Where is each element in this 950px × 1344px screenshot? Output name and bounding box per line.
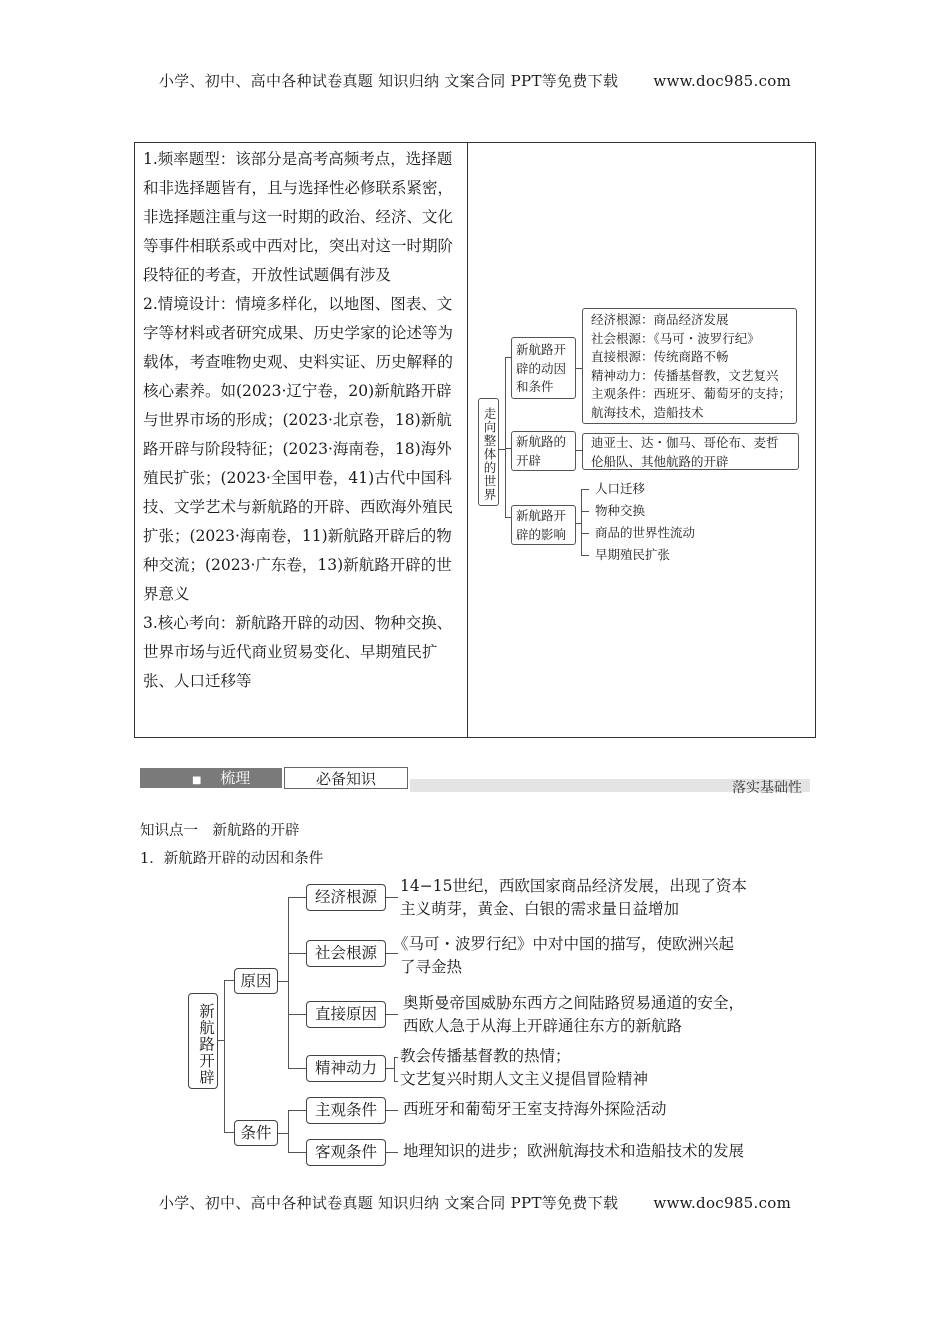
frequency-paragraph: 1.频率题型：该部分是高考高频考点，选择题和非选择题皆有，且与选择性必修联系紧密，非选择题注重与这一时期的政治、经济、文化等事件相联系或中西对比，突出对这一时期阶段特征的考查，开放性试题偶有涉及 <box>143 150 454 284</box>
social-root-node: 社会根源 <box>306 940 386 967</box>
economic-root-text <box>400 875 747 921</box>
direct-cause-text <box>403 992 744 1038</box>
section-band <box>140 766 810 796</box>
text-line: 14−15世纪，西欧国家商品经济发展，出现了资本 <box>400 877 747 895</box>
mini-opening-list <box>582 433 799 470</box>
text-line: 西欧人急于从海上开辟通往东方的新航路 <box>403 1017 683 1035</box>
footer-text: 小学、初中、高中各种试卷真题 知识归纳 文案合同 PPT等免费下载 <box>158 1194 619 1212</box>
text-line: 奥斯曼帝国威胁东西方之间陆路贸易通道的安全， <box>403 994 745 1012</box>
mini-opening-item: 伦船队、其他航路的开辟 <box>591 453 729 469</box>
mini-impact-item: 早期殖民扩张 <box>595 547 671 562</box>
mini-branch-opening: 新航路的开辟 <box>511 431 576 471</box>
mini-cause-item: 社会根源：《马可・波罗行纪》 <box>591 330 760 346</box>
square-icon: ■ <box>192 775 202 786</box>
mini-branch-impact: 新航路开辟的影响 <box>511 505 576 545</box>
mini-impact-item: 商品的世界性流动 <box>595 525 696 540</box>
mini-cause-item: 经济根源：商品经济发展 <box>591 312 729 327</box>
table-divider <box>467 143 468 737</box>
mini-opening-item: 迪亚士、达・伽马、哥伦布、麦哲 <box>591 435 779 450</box>
band-left <box>140 768 282 788</box>
mini-cause-item: 精神动力：传播基督教，文艺复兴 <box>591 367 779 383</box>
mini-root: 走向整体的世界 <box>478 398 499 506</box>
text-line: 教会传播基督教的热情； <box>400 1047 571 1065</box>
mini-branch-causes: 新航路开辟的动因和条件 <box>511 337 576 399</box>
context-paragraph: 2.情境设计：情境多样化，以地图、图表、文字等材料或者研究成果、历史学家的论述等为载体，考查唯物史观、史料实证、历史解释的核心素养。如(2023·辽宁卷，20)新航路开辟与世界市场的形成；(2023·北京卷，18)新航路开辟与阶段特征；(2023·海南卷，18)海外殖民扩张；(2023·全国甲卷，41)古代中国科技、文学艺术与新航路的开辟、西欧海外殖民扩张；(2023·海南卷，11)新航路开辟后的物种交流；(2023·广东卷，13)新航路开辟的世界意义 <box>143 295 454 603</box>
overview-table <box>134 142 816 738</box>
section-subtitle: 1．新航路开辟的动因和条件 <box>140 851 324 867</box>
condition-node: 条件 <box>234 1120 278 1146</box>
social-root-text <box>393 933 734 979</box>
mini-impact-item: 物种交换 <box>595 503 646 518</box>
mini-impact-item: 人口迁移 <box>595 481 646 496</box>
mini-causes-list <box>582 308 797 424</box>
section-title: 知识点一 新航路的开辟 <box>140 823 300 839</box>
core-paragraph: 3.核心考向：新航路开辟的动因、物种交换、世界市场与近代商业贸易变化、早期殖民扩张、人口迁移等 <box>143 614 453 690</box>
spiritual-motive-text <box>400 1045 648 1091</box>
band-right: 落实基础性 <box>732 780 802 796</box>
text-line: 主义萌芽，黄金、白银的需求量日益增加 <box>400 900 680 918</box>
text-line: 《马可・波罗行纪》中对中国的描写，使欧洲兴起 <box>393 935 735 953</box>
spiritual-motive-node: 精神动力 <box>306 1055 386 1082</box>
economic-root-node: 经济根源 <box>306 884 386 911</box>
page-header <box>0 70 950 91</box>
band-left-label: 梳理 <box>220 769 251 787</box>
mini-cause-item: 主观条件：西班牙、葡萄牙的支持； <box>591 386 792 401</box>
exam-analysis-text <box>143 145 461 696</box>
direct-cause-node: 直接原因 <box>306 1001 386 1028</box>
band-mid: 必备知识 <box>284 767 408 789</box>
header-text: 小学、初中、高中各种试卷真题 知识归纳 文案合同 PPT等免费下载 <box>158 72 619 90</box>
text-line: 了寻金热 <box>400 958 463 976</box>
footer-site: www.doc985.com <box>653 1194 792 1212</box>
mini-cause-item: 航海技术，造船技术 <box>591 404 704 420</box>
cause-node: 原因 <box>234 968 278 994</box>
subjective-condition-node: 主观条件 <box>306 1097 386 1124</box>
mini-cause-item: 直接根源：传统商路不畅 <box>591 349 729 364</box>
page-footer <box>0 1192 950 1213</box>
text-line: 文艺复兴时期人文主义提倡冒险精神 <box>400 1070 649 1088</box>
main-root: 新航路开辟 <box>188 993 218 1089</box>
subjective-condition-text: 西班牙和葡萄牙王室支持海外探险活动 <box>403 1100 667 1118</box>
header-site: www.doc985.com <box>653 72 792 90</box>
objective-condition-node: 客观条件 <box>306 1139 386 1166</box>
objective-condition-text: 地理知识的进步；欧洲航海技术和造船技术的发展 <box>403 1142 745 1160</box>
